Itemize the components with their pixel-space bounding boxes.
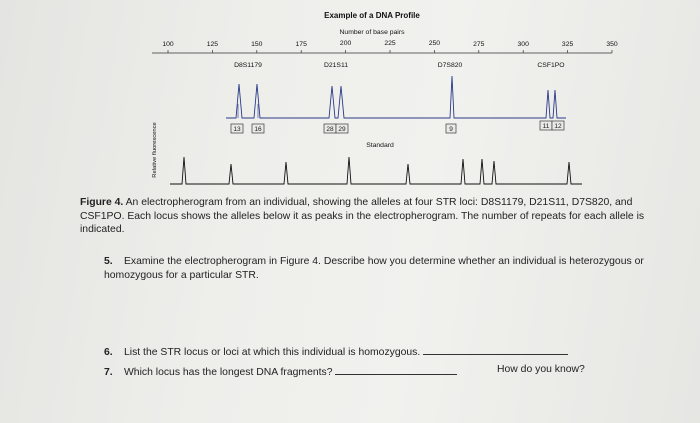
- locus-label-d8s1179: D8S1179: [234, 62, 262, 69]
- allele-csf1po-11-12: [540, 121, 564, 130]
- tick-label-300: 300: [517, 41, 529, 48]
- tick-label-225: 225: [384, 40, 396, 47]
- question-5-text: Examine the electropherogram in Figure 4. Describe how you determine whether an individual is heterozygous or homozygous for a particular STR.: [104, 256, 644, 281]
- tick-label-250: 250: [428, 40, 441, 47]
- svg-text:11: 11: [542, 123, 550, 130]
- tick-label-175: 175: [295, 41, 307, 48]
- standard-ladder-trace: [170, 157, 582, 184]
- question-7-text: Which locus has the longest DNA fragments?: [124, 367, 333, 378]
- locus-label-csf1po: CSF1PO: [537, 62, 565, 69]
- question-7-number: 7.: [104, 367, 113, 378]
- question-5-number: 5.: [104, 256, 113, 267]
- caption-label: Figure 4.: [80, 197, 124, 208]
- svg-text:13: 13: [233, 126, 241, 133]
- locus-label-d21s11: D21S11: [323, 62, 349, 69]
- axis-label: Number of base pairs: [339, 29, 405, 36]
- svg-text:28: 28: [326, 126, 334, 133]
- allele-d8s1179-16: [252, 124, 264, 133]
- question-5: [104, 255, 664, 282]
- y-axis-label: Relative fluorescence: [152, 122, 158, 178]
- svg-text:16: 16: [254, 126, 262, 133]
- question-6: [104, 344, 624, 360]
- allele-d7s820-9: [446, 124, 456, 133]
- tick-label-125: 125: [206, 41, 219, 48]
- electropherogram: [0, 0, 700, 200]
- dna-profile-figure: [0, 0, 700, 200]
- tick-marks: [168, 50, 612, 53]
- question-6-number: 6.: [104, 347, 113, 358]
- caption-text: An electropherogram from an individual, showing the alleles at four STR loci: D8S1179, D21S11, D7S820, and CSF1PO. Each locus shows the alleles below it as peaks in the electropherogram. The number of repeats for each allele is indicated.: [80, 197, 645, 236]
- tick-label-100: 100: [162, 41, 174, 48]
- locus-label-d7s820: D7S820: [437, 62, 463, 69]
- figure-caption: [80, 196, 670, 237]
- tick-label-325: 325: [561, 41, 574, 48]
- standard-label: Standard: [366, 142, 394, 149]
- svg-text:12: 12: [554, 123, 562, 130]
- svg-text:29: 29: [338, 126, 346, 133]
- svg-text:9: 9: [449, 126, 453, 133]
- sample-trace: [226, 76, 566, 118]
- question-7-answer-line[interactable]: [335, 364, 457, 375]
- tick-label-200: 200: [339, 40, 352, 47]
- tick-label-275: 275: [473, 41, 485, 48]
- figure-title: Example of a DNA Profile: [324, 11, 420, 20]
- tick-label-150: 150: [251, 41, 263, 48]
- question-6-answer-line[interactable]: [423, 344, 568, 355]
- allele-d21s11-28-29: [324, 124, 348, 133]
- question-6-text: List the STR locus or loci at which this individual is homozygous.: [124, 347, 421, 358]
- allele-d8s1179-13: [231, 124, 243, 133]
- q7-followup: How do you know?: [497, 364, 585, 375]
- tick-labels: [162, 40, 618, 48]
- tick-label-350: 350: [606, 41, 618, 48]
